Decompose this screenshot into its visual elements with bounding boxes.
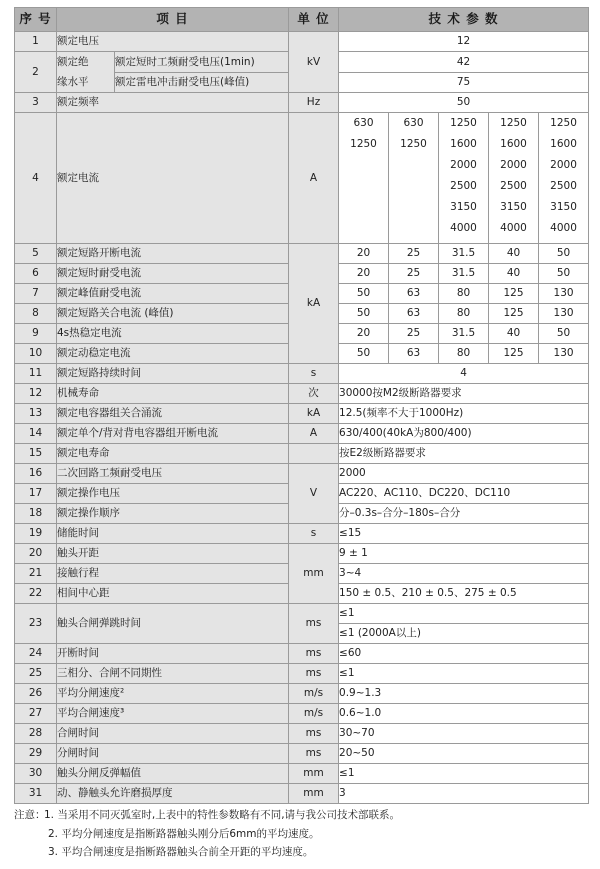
- cell-value: 3150: [500, 201, 527, 213]
- row-item: 触头开距: [57, 544, 289, 564]
- cell-value: 2000: [500, 159, 527, 171]
- table-row: [15, 784, 589, 804]
- row-unit: m/s: [289, 684, 339, 704]
- row-item: 平均合闸速度³: [57, 704, 289, 724]
- row-no: 28: [15, 724, 57, 744]
- row-no: 15: [15, 444, 57, 464]
- row-value: 30~70: [339, 724, 589, 744]
- table-row: [15, 744, 589, 764]
- row-no: 4: [15, 113, 57, 244]
- row-unit: ms: [289, 604, 339, 644]
- row-item: 额定电流: [57, 113, 289, 244]
- table-row: [15, 113, 589, 244]
- cell-value: 50: [339, 344, 389, 364]
- cell-value: 1600: [550, 138, 577, 150]
- row-value: 3~4: [339, 564, 589, 584]
- cell-value: 1250: [350, 138, 377, 150]
- table-row: [15, 644, 589, 664]
- header-unit: 单 位: [289, 8, 339, 32]
- row-no: 18: [15, 504, 57, 524]
- row-no: 12: [15, 384, 57, 404]
- row-no: 1: [15, 32, 57, 52]
- row-unit: ms: [289, 664, 339, 684]
- row-item: 机械寿命: [57, 384, 289, 404]
- row-value: ≤60: [339, 644, 589, 664]
- cell-value: 50: [539, 324, 589, 344]
- row-no: 20: [15, 544, 57, 564]
- cell-value: 125: [489, 304, 539, 324]
- table-row: [15, 93, 589, 113]
- row-value: 分–0.3s–合分–180s–合分: [339, 504, 589, 524]
- table-row: [15, 684, 589, 704]
- current-col: [539, 113, 589, 244]
- row-no: 9: [15, 324, 57, 344]
- cell-value: 2500: [450, 180, 477, 192]
- header-item: 项 目: [57, 8, 289, 32]
- row-item: 额定短路关合电流 (峰值): [57, 304, 289, 324]
- table-row: [15, 724, 589, 744]
- row-unit: kV: [289, 32, 339, 93]
- row-subitem: 额定雷电冲击耐受电压(峰值): [115, 72, 289, 93]
- row-item: 开断时间: [57, 644, 289, 664]
- cell-value: 50: [539, 244, 589, 264]
- note-1: [14, 806, 588, 825]
- row-no: 31: [15, 784, 57, 804]
- row-no: 5: [15, 244, 57, 264]
- cell-value: 1600: [500, 138, 527, 150]
- row-item: 二次回路工频耐受电压: [57, 464, 289, 484]
- row-item: 相间中心距: [57, 584, 289, 604]
- row-item: 额定短路持续时间: [57, 364, 289, 384]
- row-unit: V: [289, 464, 339, 524]
- cell-value: 31.5: [439, 324, 489, 344]
- row-value: ≤15: [339, 524, 589, 544]
- cell-value: 3150: [450, 201, 477, 213]
- row-no: 10: [15, 344, 57, 364]
- row-value: 630/400(40kA为800/400): [339, 424, 589, 444]
- row-no: 14: [15, 424, 57, 444]
- notes-heading: 注意：: [14, 809, 46, 821]
- cell-value: 125: [489, 284, 539, 304]
- row-unit: Hz: [289, 93, 339, 113]
- row-unit: m/s: [289, 704, 339, 724]
- cell-value: 2500: [500, 180, 527, 192]
- row-item: 触头合闸弹跳时间: [57, 604, 289, 644]
- current-col: [339, 113, 389, 244]
- cell-value: 20: [339, 264, 389, 284]
- row-value: ≤1: [339, 604, 589, 624]
- row-value: 0.9~1.3: [339, 684, 589, 704]
- row-item: 额定操作顺序: [57, 504, 289, 524]
- row-item: 额定电容器组关合涌流: [57, 404, 289, 424]
- row-no: 8: [15, 304, 57, 324]
- row-no: 23: [15, 604, 57, 644]
- row-unit: kA: [289, 404, 339, 424]
- row-value: 2000: [339, 464, 589, 484]
- row-value: ≤1 (2000A以上): [339, 624, 589, 644]
- current-col: [489, 113, 539, 244]
- row-value: ≤1: [339, 764, 589, 784]
- cell-value: 4000: [500, 222, 527, 234]
- row-value: ≤1: [339, 664, 589, 684]
- table-row: [15, 32, 589, 52]
- row-value: 150 ± 0.5、210 ± 0.5、275 ± 0.5: [339, 584, 589, 604]
- table-row: [15, 404, 589, 424]
- cell-value: 2000: [550, 159, 577, 171]
- row-group-label: 额定绝 缘水平: [57, 52, 115, 93]
- row-no: 17: [15, 484, 57, 504]
- cell-value: 50: [339, 284, 389, 304]
- row-value: 12.5(频率不大于1000Hz): [339, 404, 589, 424]
- row-unit: kA: [289, 244, 339, 364]
- row-value: 4: [339, 364, 589, 384]
- row-item: 三相分、合闸不同期性: [57, 664, 289, 684]
- row-subitem: 额定短时工频耐受电压(1min): [115, 52, 289, 73]
- row-no: 25: [15, 664, 57, 684]
- row-unit: s: [289, 364, 339, 384]
- row-item: 额定峰值耐受电流: [57, 284, 289, 304]
- table-row: [15, 364, 589, 384]
- cell-value: 20: [339, 324, 389, 344]
- cell-value: 125: [489, 344, 539, 364]
- row-item: 分闸时间: [57, 744, 289, 764]
- row-no: 29: [15, 744, 57, 764]
- row-no: 16: [15, 464, 57, 484]
- row-value: 20~50: [339, 744, 589, 764]
- row-item: 额定电压: [57, 32, 289, 52]
- table-row: [15, 604, 589, 624]
- row-item: 接触行程: [57, 564, 289, 584]
- table-row: [15, 544, 589, 564]
- row-value: 3: [339, 784, 589, 804]
- row-unit: s: [289, 524, 339, 544]
- note-3: 3. 平均合闸速度是指断路器触头合前全开距的平均速度。: [48, 846, 314, 858]
- table-row: [15, 464, 589, 484]
- cell-value: 80: [439, 344, 489, 364]
- row-item: 触头分闸反弹幅值: [57, 764, 289, 784]
- cell-value: 1250: [500, 117, 527, 129]
- cell-value: 20: [339, 244, 389, 264]
- cell-value: 2000: [450, 159, 477, 171]
- cell-value: 63: [389, 304, 439, 324]
- row-no: 13: [15, 404, 57, 424]
- cell-value: 130: [539, 344, 589, 364]
- table-row: [15, 244, 589, 264]
- row-value: 0.6~1.0: [339, 704, 589, 724]
- spec-table: [14, 7, 589, 804]
- current-col: [389, 113, 439, 244]
- cell-value: 2500: [550, 180, 577, 192]
- cell-value: 80: [439, 284, 489, 304]
- row-item: 平均分闸速度²: [57, 684, 289, 704]
- row-item: 合闸时间: [57, 724, 289, 744]
- cell-value: 630: [403, 117, 424, 129]
- note-2: 2. 平均分闸速度是指断路器触头刚分后6mm的平均速度。: [48, 827, 320, 840]
- row-unit: mm: [289, 544, 339, 604]
- cell-value: 25: [389, 324, 439, 344]
- cell-value: 4000: [550, 222, 577, 234]
- cell-value: 63: [389, 284, 439, 304]
- cell-value: 25: [389, 244, 439, 264]
- row-no: 11: [15, 364, 57, 384]
- cell-value: 1250: [550, 117, 577, 129]
- cell-value: 130: [539, 284, 589, 304]
- row-no: 3: [15, 93, 57, 113]
- cell-value: 40: [489, 324, 539, 344]
- row-item: 储能时间: [57, 524, 289, 544]
- row-unit: ms: [289, 744, 339, 764]
- row-item: 额定动稳定电流: [57, 344, 289, 364]
- row-no: 6: [15, 264, 57, 284]
- row-no: 22: [15, 584, 57, 604]
- row-no: 30: [15, 764, 57, 784]
- row-item: 额定操作电压: [57, 484, 289, 504]
- row-unit: mm: [289, 764, 339, 784]
- cell-value: 1250: [400, 138, 427, 150]
- cell-value: 4000: [450, 222, 477, 234]
- cell-value: 80: [439, 304, 489, 324]
- row-value: 9 ± 1: [339, 544, 589, 564]
- row-unit: mm: [289, 784, 339, 804]
- row-unit: ms: [289, 724, 339, 744]
- row-unit: A: [289, 424, 339, 444]
- row-unit: 次: [289, 384, 339, 404]
- note-text: 1. 当采用不同灭弧室时,上表中的特性参数略有不同,请与我公司技术部联系。: [44, 809, 401, 821]
- table-row: [15, 444, 589, 464]
- row-value: 50: [339, 93, 589, 113]
- cell-value: 40: [489, 244, 539, 264]
- row-no: 7: [15, 284, 57, 304]
- cell-value: 1600: [450, 138, 477, 150]
- row-value: 12: [339, 32, 589, 52]
- table-row: [15, 704, 589, 724]
- cell-value: 63: [389, 344, 439, 364]
- cell-value: 130: [539, 304, 589, 324]
- row-item: 动、静触头允许磨损厚度: [57, 784, 289, 804]
- cell-value: 50: [339, 304, 389, 324]
- row-no: 24: [15, 644, 57, 664]
- notes: [14, 806, 588, 862]
- cell-value: 50: [539, 264, 589, 284]
- row-unit: ms: [289, 644, 339, 664]
- row-item: 额定短路开断电流: [57, 244, 289, 264]
- table-row: [15, 664, 589, 684]
- row-unit: A: [289, 113, 339, 244]
- row-item: 额定电寿命: [57, 444, 289, 464]
- row-value: 按E2级断路器要求: [339, 444, 589, 464]
- row-value: AC220、AC110、DC220、DC110: [339, 484, 589, 504]
- row-no: 19: [15, 524, 57, 544]
- row-no: 27: [15, 704, 57, 724]
- row-no: 26: [15, 684, 57, 704]
- row-item: 额定单个/背对背电容器组开断电流: [57, 424, 289, 444]
- cell-value: 31.5: [439, 244, 489, 264]
- cell-value: 630: [353, 117, 374, 129]
- cell-value: 40: [489, 264, 539, 284]
- row-unit: [289, 444, 339, 464]
- row-item: 额定短时耐受电流: [57, 264, 289, 284]
- cell-value: 1250: [450, 117, 477, 129]
- cell-value: 31.5: [439, 264, 489, 284]
- table-row: [15, 764, 589, 784]
- cell-value: 25: [389, 264, 439, 284]
- row-item: 额定频率: [57, 93, 289, 113]
- table-row: [15, 424, 589, 444]
- table-row: [15, 524, 589, 544]
- row-item: 4s热稳定电流: [57, 324, 289, 344]
- header-row: [15, 8, 589, 32]
- current-col: [439, 113, 489, 244]
- row-value: 42: [339, 52, 589, 73]
- header-params: 技 术 参 数: [339, 8, 589, 32]
- row-no: 21: [15, 564, 57, 584]
- header-no: 序 号: [15, 8, 57, 32]
- row-value: 30000按M2级断路器要求: [339, 384, 589, 404]
- cell-value: 3150: [550, 201, 577, 213]
- row-value: 75: [339, 72, 589, 93]
- table-row: [15, 384, 589, 404]
- row-no: 2: [15, 52, 57, 93]
